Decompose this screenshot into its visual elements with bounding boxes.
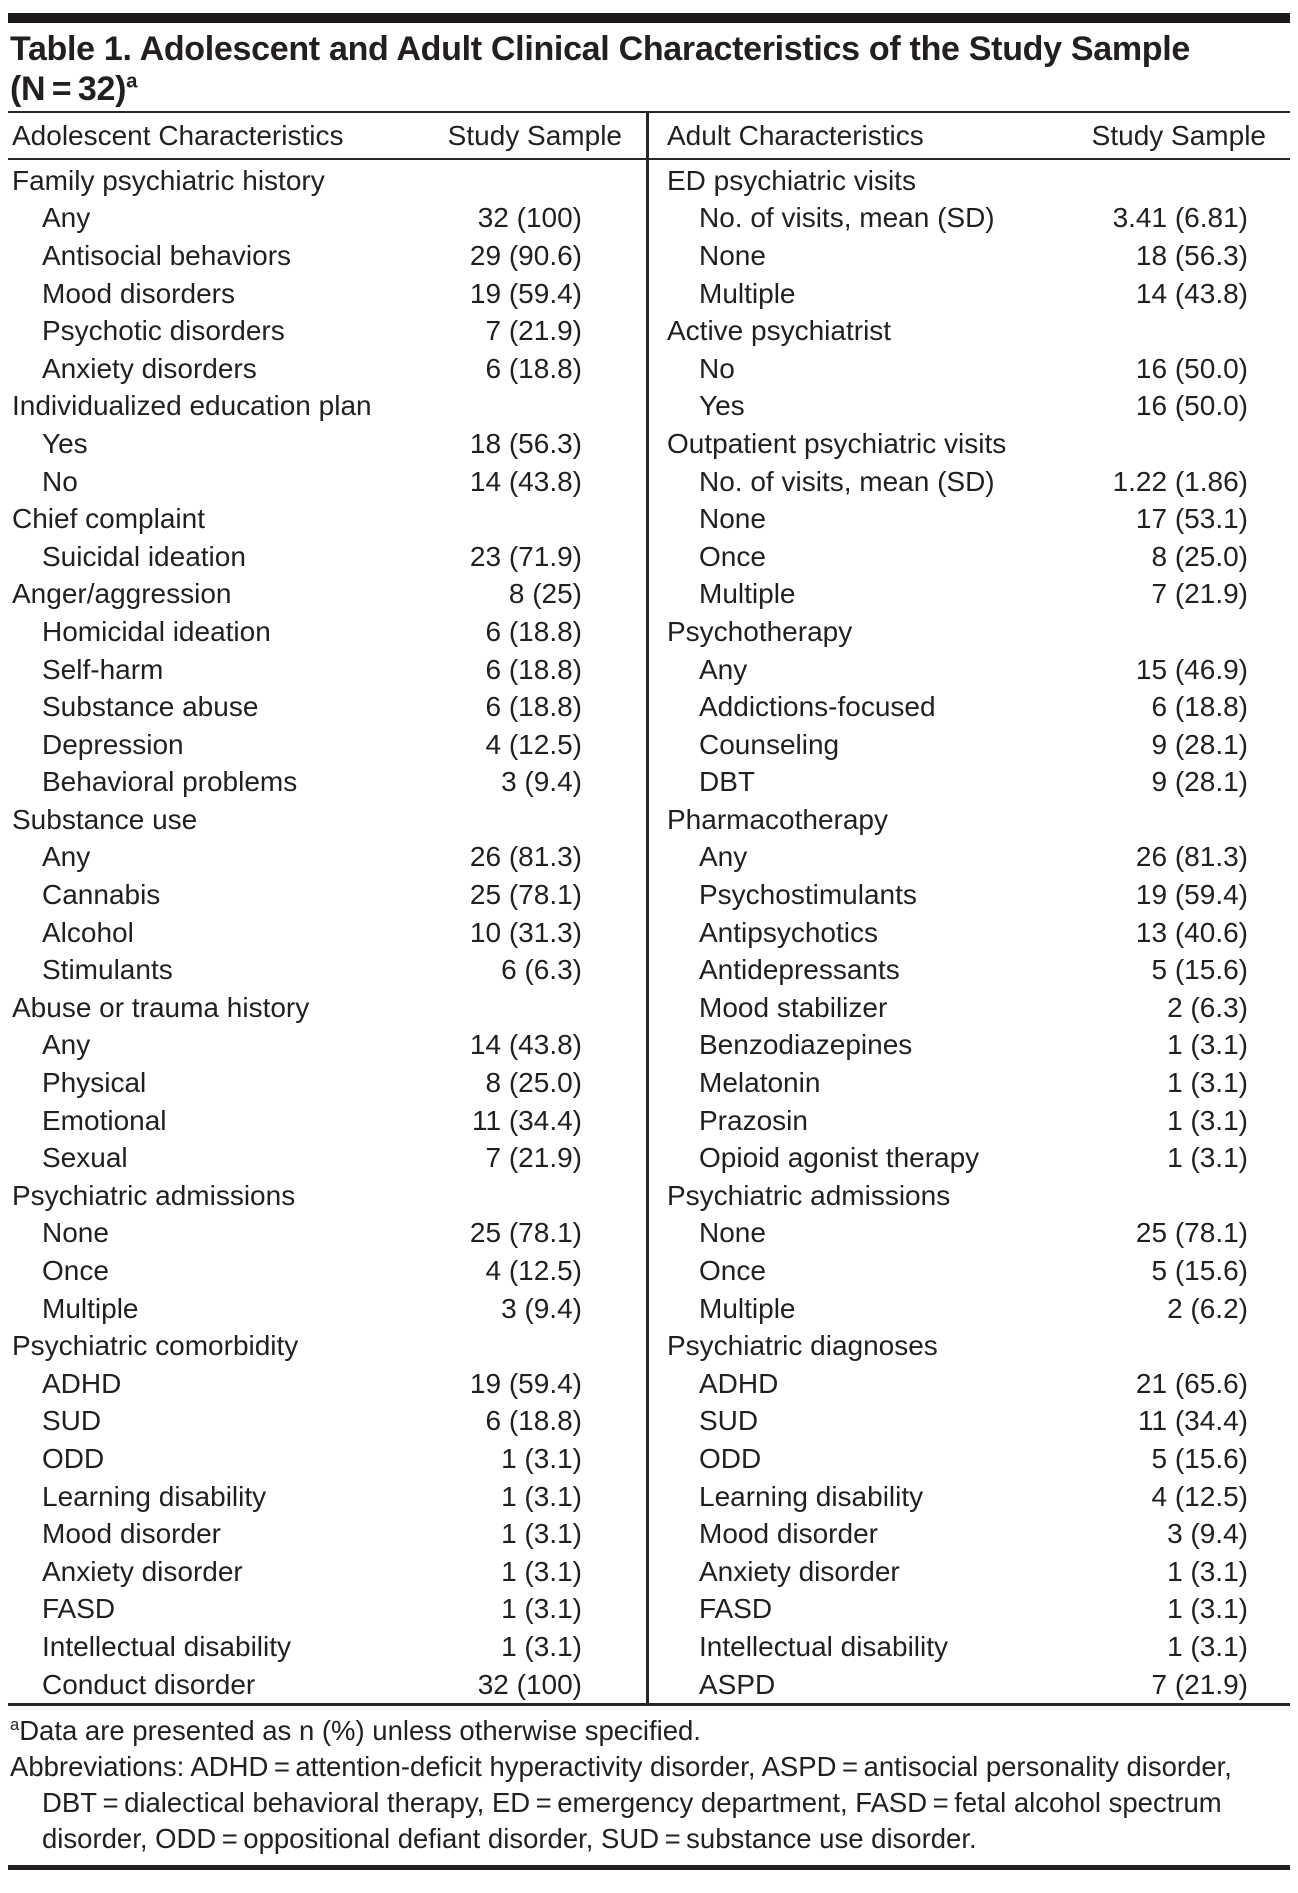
table-row — [649, 651, 1290, 689]
row-value: 9 (28.1) — [1151, 766, 1248, 798]
row-value: 6 (18.8) — [485, 1405, 582, 1437]
table-row — [8, 1027, 646, 1065]
row-value: 15 (46.9) — [1135, 653, 1248, 685]
row-value: 32 (100) — [477, 1668, 582, 1700]
row-value: 6 (18.8) — [485, 653, 582, 685]
table-row — [649, 500, 1290, 538]
table-row — [649, 1591, 1290, 1629]
table-body — [8, 160, 1290, 1706]
row-value: 8 (25.0) — [1151, 540, 1248, 572]
row-value: 26 (81.3) — [1135, 841, 1248, 873]
row-value: 5 (15.6) — [1151, 1442, 1248, 1474]
table-row — [649, 1666, 1290, 1704]
section-label: Chief complaint — [12, 503, 205, 535]
table-row — [649, 764, 1290, 802]
table-row — [649, 1102, 1290, 1140]
row-label: Learning disability — [699, 1480, 924, 1512]
row-label: Intellectual disability — [699, 1630, 949, 1662]
adolescent-rows — [8, 160, 646, 1703]
footnote-abbreviations: Abbreviations: ADHD = attention-deficit hyperactivity disorder, ASPD = antisocial personality disorder, DBT = dialectical behavioral therapy, ED = emergency department, FASD = fetal alcohol spectrum disorder, ODD = oppositional defiant disorder, SUD = substance use disorder. — [10, 1751, 1232, 1855]
table-row — [649, 1365, 1290, 1403]
page-title — [10, 29, 1288, 109]
row-value: 21 (65.6) — [1135, 1367, 1248, 1399]
adult-column — [649, 160, 1290, 1703]
section-label: Active psychiatrist — [667, 315, 892, 347]
table-row — [8, 312, 646, 350]
table-section-row — [649, 801, 1290, 839]
table-row — [649, 1290, 1290, 1328]
table-row — [649, 1215, 1290, 1253]
row-value: 1 (3.1) — [1167, 1104, 1248, 1136]
table-row — [8, 237, 646, 275]
row-value: 9 (28.1) — [1151, 728, 1248, 760]
table-row — [8, 275, 646, 313]
row-value: 7 (21.9) — [1151, 578, 1248, 610]
row-value: 3 (9.4) — [501, 766, 582, 798]
footnotes — [8, 1713, 1290, 1857]
table-row — [8, 200, 646, 238]
row-value: 6 (18.8) — [485, 615, 582, 647]
table-row — [8, 726, 646, 764]
row-label: None — [699, 1217, 766, 1249]
table-row — [8, 651, 646, 689]
row-value: 6 (18.8) — [1151, 691, 1248, 723]
row-value: 10 (31.3) — [469, 916, 582, 948]
table-section-row — [8, 388, 646, 426]
table-row — [8, 1591, 646, 1629]
row-value: 1 (3.1) — [1167, 1593, 1248, 1625]
table-section-row — [649, 312, 1290, 350]
row-label: Mood disorders — [42, 277, 235, 309]
table-section-row — [649, 613, 1290, 651]
row-value: 6 (18.8) — [485, 691, 582, 723]
row-label: Anger/aggression — [12, 578, 232, 610]
row-label: Antipsychotics — [699, 916, 878, 948]
table-section-row — [8, 989, 646, 1027]
adult-study-sample-header: Study Sample — [1091, 119, 1266, 151]
row-label: Any — [699, 841, 748, 873]
table-section-row — [8, 801, 646, 839]
adolescent-characteristics-header: Adolescent Characteristics — [12, 119, 344, 151]
row-value: 1.22 (1.86) — [1112, 465, 1248, 497]
section-label: Pharmacotherapy — [667, 803, 889, 835]
row-value: 19 (59.4) — [1135, 879, 1248, 911]
table-row — [8, 1403, 646, 1441]
row-label: None — [699, 503, 766, 535]
row-label: Psychostimulants — [699, 879, 917, 911]
row-value: 14 (43.8) — [469, 1029, 582, 1061]
table-row — [8, 576, 646, 614]
section-label: ED psychiatric visits — [667, 164, 916, 196]
row-value: 8 (25) — [508, 578, 582, 610]
table-row — [649, 951, 1290, 989]
row-label: SUD — [699, 1405, 759, 1437]
table-row — [649, 914, 1290, 952]
section-label: Substance use — [12, 803, 198, 835]
row-value: 11 (34.4) — [472, 1104, 582, 1136]
table-row — [649, 1139, 1290, 1177]
row-label: Once — [42, 1255, 109, 1287]
table-row — [649, 1440, 1290, 1478]
section-label: Psychotherapy — [667, 615, 853, 647]
row-value: 8 (25.0) — [485, 1067, 582, 1099]
section-label: Abuse or trauma history — [12, 991, 310, 1023]
row-value: 19 (59.4) — [469, 1367, 582, 1399]
table-section-row — [649, 162, 1290, 200]
row-label: Sexual — [42, 1142, 128, 1174]
row-value: 2 (6.2) — [1167, 1292, 1248, 1324]
row-value: 1 (3.1) — [1167, 1029, 1248, 1061]
row-value: 16 (50.0) — [1135, 390, 1248, 422]
row-value: 1 (3.1) — [1167, 1067, 1248, 1099]
row-label: Suicidal ideation — [42, 540, 246, 572]
adolescent-study-sample-header: Study Sample — [447, 119, 622, 151]
row-label: ADHD — [42, 1367, 122, 1399]
row-value: 1 (3.1) — [501, 1480, 582, 1512]
row-label: No. of visits, mean (SD) — [699, 202, 995, 234]
row-value: 1 (3.1) — [1167, 1630, 1248, 1662]
row-value: 29 (90.6) — [469, 239, 582, 271]
adult-rows — [649, 160, 1290, 1703]
section-label: Psychiatric admissions — [667, 1179, 951, 1211]
row-label: Melatonin — [699, 1067, 821, 1099]
row-label: Yes — [699, 390, 745, 422]
table-row — [649, 839, 1290, 877]
row-value: 26 (81.3) — [469, 841, 582, 873]
row-label: Intellectual disability — [42, 1630, 292, 1662]
footnote-data-note-text: Data are presented as n (%) unless otherwise specified. — [19, 1715, 701, 1747]
adult-characteristics-header: Adult Characteristics — [667, 119, 924, 151]
table-section-row — [8, 162, 646, 200]
row-label: Multiple — [699, 1292, 796, 1324]
row-value: 25 (78.1) — [1135, 1217, 1248, 1249]
row-label: Prazosin — [699, 1104, 808, 1136]
table-row — [8, 1064, 646, 1102]
table-section-row — [649, 425, 1290, 463]
row-label: Conduct disorder — [42, 1668, 256, 1700]
adolescent-column — [8, 160, 649, 1703]
title-line-2: (N = 32) — [10, 70, 127, 108]
row-value: 3 (9.4) — [1167, 1518, 1248, 1550]
table-row — [8, 1290, 646, 1328]
table-section-row — [8, 500, 646, 538]
table-row — [649, 237, 1290, 275]
table-row — [649, 388, 1290, 426]
row-label: Psychotic disorders — [42, 315, 285, 347]
title-line-1: Table 1. Adolescent and Adult Clinical Characteristics of the Study Sample — [10, 30, 1191, 68]
table-row — [649, 1515, 1290, 1553]
table-header — [8, 113, 1290, 160]
table-row — [8, 463, 646, 501]
row-value: 18 (56.3) — [1135, 239, 1248, 271]
section-label: Psychiatric diagnoses — [667, 1330, 938, 1362]
row-value: 1 (3.1) — [501, 1630, 582, 1662]
table-row — [8, 1553, 646, 1591]
row-label: Any — [42, 841, 91, 873]
row-label: Behavioral problems — [42, 766, 298, 798]
table-row — [8, 538, 646, 576]
row-value: 25 (78.1) — [469, 879, 582, 911]
title-footnote-marker: a — [126, 70, 138, 93]
row-label: FASD — [699, 1593, 773, 1625]
row-label: Stimulants — [42, 954, 173, 986]
adolescent-header — [8, 113, 649, 158]
table-row — [649, 463, 1290, 501]
row-label: Any — [699, 653, 748, 685]
row-value: 25 (78.1) — [469, 1217, 582, 1249]
table-row — [649, 576, 1290, 614]
row-label: Addictions-focused — [699, 691, 936, 723]
row-label: SUD — [42, 1405, 102, 1437]
footnote-marker: a — [10, 1716, 20, 1735]
row-value: 23 (71.9) — [469, 540, 582, 572]
table-row — [8, 1666, 646, 1704]
table-row — [8, 425, 646, 463]
row-label: FASD — [42, 1593, 116, 1625]
row-value: 1 (3.1) — [501, 1442, 582, 1474]
row-value: 7 (21.9) — [485, 1142, 582, 1174]
row-label: Any — [42, 202, 91, 234]
row-label: No. of visits, mean (SD) — [699, 465, 995, 497]
row-value: 7 (21.9) — [1151, 1668, 1248, 1700]
row-value: 2 (6.3) — [1167, 991, 1248, 1023]
row-label: None — [42, 1217, 109, 1249]
section-label: Psychiatric comorbidity — [12, 1330, 299, 1362]
row-value: 1 (3.1) — [1167, 1142, 1248, 1174]
row-label: Alcohol — [42, 916, 134, 948]
row-value: 6 (6.3) — [501, 954, 582, 986]
table-row — [649, 1064, 1290, 1102]
footnote-data-note — [10, 1713, 1290, 1749]
table-row — [8, 914, 646, 952]
row-value: 3 (9.4) — [501, 1292, 582, 1324]
row-label: Any — [42, 1029, 91, 1061]
row-label: Multiple — [42, 1292, 139, 1324]
row-label: Benzodiazepines — [699, 1029, 913, 1061]
table-section-row — [649, 1327, 1290, 1365]
row-label: Once — [699, 540, 766, 572]
table-row — [649, 1252, 1290, 1290]
row-label: ASPD — [699, 1668, 776, 1700]
table-row — [649, 876, 1290, 914]
row-label: Learning disability — [42, 1480, 267, 1512]
table-row — [649, 538, 1290, 576]
row-value: 1 (3.1) — [1167, 1555, 1248, 1587]
row-value: 19 (59.4) — [469, 277, 582, 309]
row-value: 1 (3.1) — [501, 1593, 582, 1625]
row-label: No — [699, 352, 735, 384]
table-row — [649, 275, 1290, 313]
row-label: Antidepressants — [699, 954, 900, 986]
section-label: Individualized education plan — [12, 390, 372, 422]
row-label: ADHD — [699, 1367, 779, 1399]
table-row — [8, 1478, 646, 1516]
section-label: Psychiatric admissions — [12, 1179, 296, 1211]
row-value: 11 (34.4) — [1138, 1405, 1248, 1437]
table-row — [8, 1102, 646, 1140]
row-value: 5 (15.6) — [1151, 954, 1248, 986]
row-label: ODD — [42, 1442, 105, 1474]
row-label: Mood stabilizer — [699, 991, 888, 1023]
row-label: DBT — [699, 766, 755, 798]
table-row — [8, 876, 646, 914]
row-label: Anxiety disorders — [42, 352, 257, 384]
table-section-row — [8, 1327, 646, 1365]
row-label: Yes — [42, 427, 88, 459]
row-label: No — [42, 465, 78, 497]
row-value: 4 (12.5) — [485, 728, 582, 760]
table-row — [649, 726, 1290, 764]
table-row — [649, 1403, 1290, 1441]
table-row — [649, 350, 1290, 388]
row-label: Substance abuse — [42, 691, 259, 723]
table-row — [8, 613, 646, 651]
table-row — [8, 1628, 646, 1666]
row-label: Depression — [42, 728, 184, 760]
table-row — [8, 951, 646, 989]
table-row — [8, 350, 646, 388]
row-label: Homicidal ideation — [42, 615, 271, 647]
row-label: Once — [699, 1255, 766, 1287]
table-row — [649, 1553, 1290, 1591]
row-value: 1 (3.1) — [501, 1518, 582, 1550]
top-rule — [8, 13, 1290, 23]
row-value: 4 (12.5) — [485, 1255, 582, 1287]
table-row — [649, 688, 1290, 726]
table-row — [8, 839, 646, 877]
table-row — [8, 1139, 646, 1177]
section-label: Outpatient psychiatric visits — [667, 427, 1007, 459]
table-row — [649, 1628, 1290, 1666]
row-value: 18 (56.3) — [469, 427, 582, 459]
row-label: Self-harm — [42, 653, 164, 685]
table-row — [8, 1215, 646, 1253]
row-value: 1 (3.1) — [501, 1555, 582, 1587]
row-label: Anxiety disorder — [42, 1555, 243, 1587]
row-label: Counseling — [699, 728, 840, 760]
table-row — [8, 1515, 646, 1553]
row-value: 13 (40.6) — [1135, 916, 1248, 948]
row-value: 4 (12.5) — [1151, 1480, 1248, 1512]
table-row — [649, 1478, 1290, 1516]
table-row — [649, 1027, 1290, 1065]
table-section-row — [649, 1177, 1290, 1215]
row-value: 32 (100) — [477, 202, 582, 234]
row-label: Physical — [42, 1067, 147, 1099]
row-label: ODD — [699, 1442, 762, 1474]
table-row — [8, 1365, 646, 1403]
row-value: 3.41 (6.81) — [1112, 202, 1248, 234]
row-label: Multiple — [699, 277, 796, 309]
row-label: Antisocial behaviors — [42, 239, 292, 271]
row-value: 14 (43.8) — [469, 465, 582, 497]
clinical-characteristics-table — [8, 111, 1290, 1706]
table-row — [8, 1440, 646, 1478]
row-label: Opioid agonist therapy — [699, 1142, 980, 1174]
row-label: Mood disorder — [699, 1518, 878, 1550]
row-value: 6 (18.8) — [485, 352, 582, 384]
row-value: 17 (53.1) — [1135, 503, 1248, 535]
row-value: 7 (21.9) — [485, 315, 582, 347]
row-label: Emotional — [42, 1104, 167, 1136]
row-label: Multiple — [699, 578, 796, 610]
adult-header — [649, 113, 1290, 158]
row-value: 14 (43.8) — [1135, 277, 1248, 309]
row-label: Mood disorder — [42, 1518, 221, 1550]
table-row — [649, 989, 1290, 1027]
bottom-rule — [8, 1865, 1290, 1870]
row-label: Cannabis — [42, 879, 161, 911]
table-row — [8, 688, 646, 726]
table-row — [8, 764, 646, 802]
table-section-row — [8, 1177, 646, 1215]
row-label: None — [699, 239, 766, 271]
row-value: 5 (15.6) — [1151, 1255, 1248, 1287]
table-row — [649, 200, 1290, 238]
table-row — [8, 1252, 646, 1290]
section-label: Family psychiatric history — [12, 164, 325, 196]
row-value: 16 (50.0) — [1135, 352, 1248, 384]
row-label: Anxiety disorder — [699, 1555, 900, 1587]
